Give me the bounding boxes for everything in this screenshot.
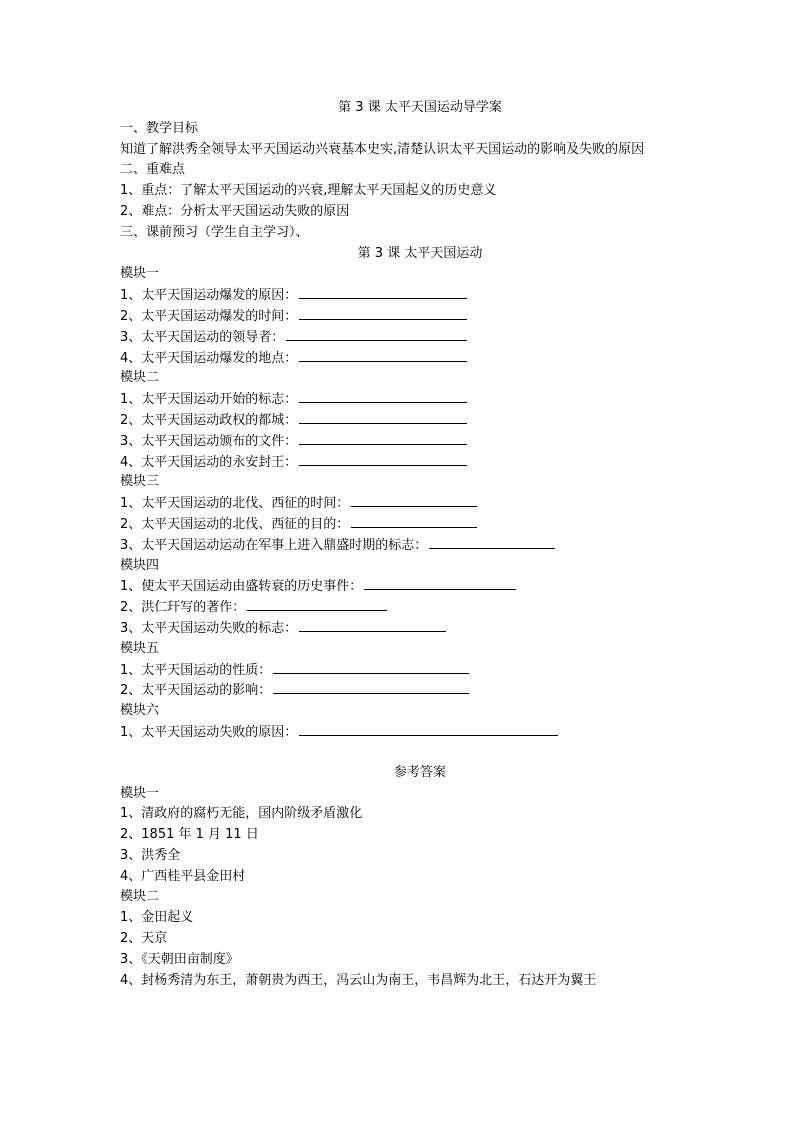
section-heading-key-points: 二、重难点 <box>120 162 186 178</box>
answer-item: 4、广西桂平县金田村 <box>120 868 246 884</box>
question-item: 3、太平天国运动运动在军事上进入鼎盛时期的标志： <box>120 535 720 556</box>
section-heading-preview: 三、课前预习（学生自主学习）、 <box>120 224 309 240</box>
answer-blank[interactable] <box>299 722 558 736</box>
question-item: 2、太平天国运动的北伐、西征的目的： <box>120 514 720 535</box>
answer-item: 1、清政府的腐朽无能，国内阶级矛盾激化 <box>120 806 363 822</box>
answer-item: 4、封杨秀清为东王，萧朝贵为西王，冯云山为南王，韦昌辉为北王，石达开为翼王 <box>120 972 597 988</box>
answer-blank[interactable] <box>273 680 469 694</box>
answer-blank[interactable] <box>286 327 467 341</box>
spacer <box>120 743 720 763</box>
question-item: 2、太平天国运动政权的都城： <box>120 410 720 431</box>
question-item: 1、太平天国运动的北伐、西征的时间： <box>120 493 720 514</box>
question-item: 3、太平天国运动颁布的文件： <box>120 431 720 452</box>
answer-blank[interactable] <box>364 576 516 590</box>
question-item: 2、太平天国运动爆发的时间： <box>120 306 720 327</box>
answer-item: 2、天京 <box>120 931 168 947</box>
module-heading: 模块二 <box>120 370 160 386</box>
question-item: 4、太平天国运动的永安封王： <box>120 452 720 473</box>
answer-blank[interactable] <box>299 410 467 424</box>
question-item: 2、洪仁玕写的著作： <box>120 597 720 618</box>
document-page <box>120 98 720 991</box>
module-heading: 模块六 <box>120 703 160 719</box>
question-item: 1、太平天国运动的性质： <box>120 660 720 681</box>
answer-blank[interactable] <box>299 452 467 466</box>
module-heading: 模块三 <box>120 474 160 490</box>
answer-blank[interactable] <box>299 306 467 320</box>
question-item: 4、太平天国运动爆发的地点： <box>120 348 720 369</box>
answer-blank[interactable] <box>351 514 477 528</box>
answer-item: 2、1851 年 1 月 11 日 <box>120 827 259 843</box>
lesson-subtitle: 第 3 课 太平天国运动 <box>357 245 483 261</box>
answer-item: 3、《天朝田亩制度》 <box>120 951 239 967</box>
answer-blank[interactable] <box>299 389 467 403</box>
question-item: 1、太平天国运动失败的原因： <box>120 722 720 743</box>
answers-heading: 参考答案 <box>393 764 446 780</box>
answer-blank[interactable] <box>299 618 446 632</box>
key-point-item: 1、重点：了解太平天国运动的兴衰,理解太平天国起义的历史意义 <box>120 183 497 199</box>
section-heading-goals: 一、教学目标 <box>120 120 199 136</box>
question-item: 1、太平天国运动开始的标志： <box>120 389 720 410</box>
answer-blank[interactable] <box>351 493 477 507</box>
answer-module-heading: 模块一 <box>120 785 160 801</box>
answer-blank[interactable] <box>299 348 467 362</box>
answer-item: 3、洪秀全 <box>120 847 181 863</box>
key-point-item: 2、难点：分析太平天国运动失败的原因 <box>120 203 350 219</box>
answer-blank[interactable] <box>247 597 387 611</box>
module-heading: 模块一 <box>120 266 160 282</box>
question-item: 3、太平天国运动的领导者： <box>120 327 720 348</box>
question-item: 3、太平天国运动失败的标志： <box>120 618 720 639</box>
module-heading: 模块四 <box>120 557 160 573</box>
question-item: 1、太平天国运动爆发的原因： <box>120 285 720 306</box>
goals-text: 知道了解洪秀全领导太平天国运动兴衰基本史实,清楚认识太平天国运动的影响及失败的原因 <box>120 141 645 157</box>
question-item: 2、太平天国运动的影响： <box>120 680 720 701</box>
answer-blank[interactable] <box>273 660 469 674</box>
answer-blank[interactable] <box>299 431 467 445</box>
answer-blank[interactable] <box>429 535 555 549</box>
answer-item: 1、金田起义 <box>120 910 194 926</box>
question-item: 1、使太平天国运动由盛转衰的历史事件： <box>120 576 720 597</box>
answer-blank[interactable] <box>299 285 467 299</box>
answer-module-heading: 模块二 <box>120 889 160 905</box>
module-heading: 模块五 <box>120 640 160 656</box>
document-title: 第 3 课 太平天国运动导学案 <box>338 100 502 115</box>
